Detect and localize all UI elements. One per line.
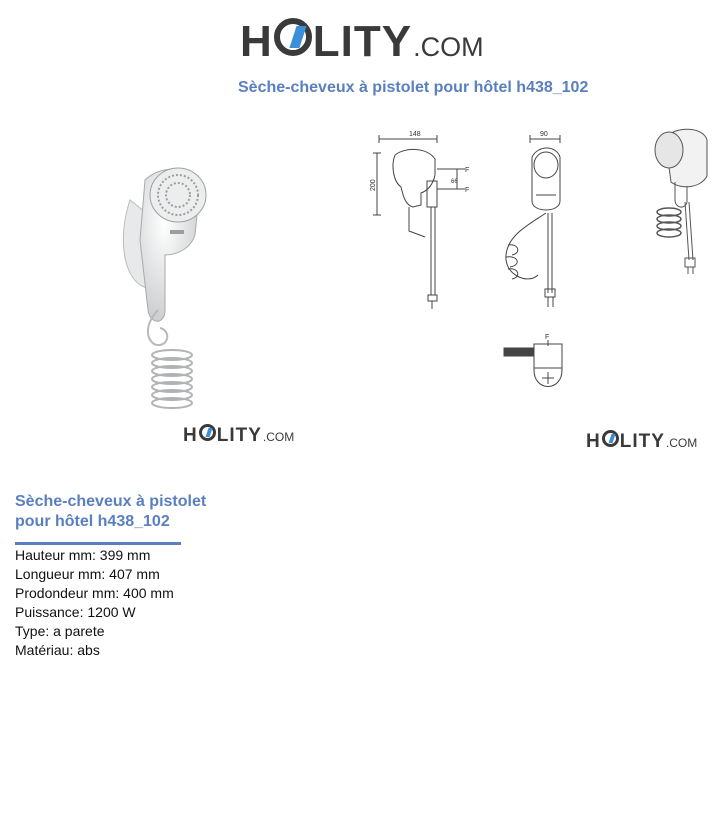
- logo-o-icon: [602, 430, 619, 447]
- page-title: Sèche-cheveux à pistolet pour hôtel h438_102: [238, 79, 589, 96]
- logo-o-icon: [199, 424, 216, 441]
- spec-material: Matériau: abs: [15, 642, 100, 658]
- logo-letters: LITY: [619, 431, 665, 452]
- product-title: Sèche-cheveux à pistolet pour hôtel h438_102: [15, 493, 207, 530]
- product-photo: [110, 160, 230, 420]
- site-logo[interactable]: [240, 18, 484, 64]
- spec-type: Type: a parete: [15, 623, 105, 639]
- technical-drawing-side: [365, 125, 475, 315]
- watermark-logo: [183, 424, 294, 445]
- spec-length: Longueur mm: 407 mm: [15, 566, 160, 582]
- logo-letter-h: H: [586, 431, 601, 452]
- logo-domain: .COM: [665, 436, 698, 450]
- f-label-top: F: [545, 334, 550, 341]
- logo-letter-h: H: [240, 17, 273, 66]
- technical-drawing-perspective: [645, 120, 720, 280]
- dimension-width: 148: [409, 131, 421, 138]
- technical-drawing-front: [498, 125, 568, 315]
- spec-list: [15, 546, 174, 660]
- spec-depth: Prodondeur mm: 400 mm: [15, 585, 174, 601]
- dimension-gap: 66: [451, 179, 458, 185]
- logo-domain: .COM: [413, 32, 484, 62]
- logo-o-icon: [274, 18, 312, 56]
- spec-power: Puissance: 1200 W: [15, 604, 136, 620]
- watermark-logo: [586, 430, 697, 451]
- dimension-depth: 90: [540, 131, 548, 138]
- logo-letters: LITY: [312, 17, 413, 66]
- logo-letter-h: H: [183, 425, 198, 446]
- dimension-height: 200: [370, 179, 377, 191]
- spec-height: Hauteur mm: 399 mm: [15, 547, 151, 563]
- logo-domain: .COM: [262, 430, 295, 444]
- f-label-upper: F: [465, 167, 470, 174]
- logo-letters: LITY: [216, 425, 262, 446]
- technical-drawing-top: [500, 330, 570, 400]
- title-divider: [15, 542, 181, 545]
- f-label-lower: F: [465, 187, 470, 194]
